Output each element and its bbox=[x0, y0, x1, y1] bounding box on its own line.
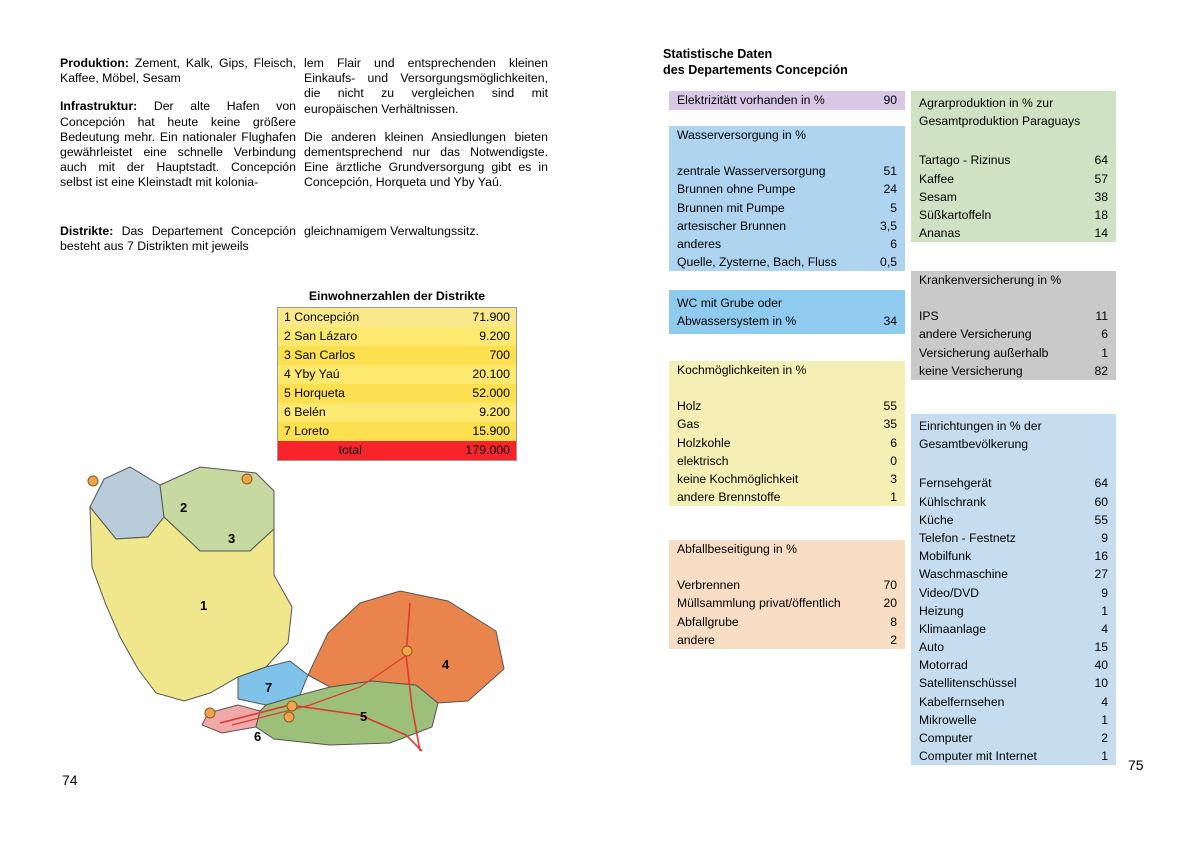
panel-header-label: WC mit Grube oder Abwassersystem in % bbox=[677, 296, 797, 329]
paragraph-flair bbox=[304, 56, 548, 117]
panel-header-value: 90 bbox=[883, 93, 897, 108]
distrikte-text-left bbox=[60, 224, 296, 254]
distrikte-text-right bbox=[304, 224, 548, 239]
data-row bbox=[911, 620, 1116, 638]
data-row bbox=[669, 452, 905, 470]
row-label: Tartago - Rizinus bbox=[919, 153, 1011, 168]
paragraph-produktion bbox=[60, 56, 296, 86]
total-label: total bbox=[278, 441, 423, 461]
district-name: 4 Yby Yaú bbox=[284, 367, 340, 381]
row-value: 40 bbox=[1094, 658, 1108, 673]
panel-rows bbox=[669, 162, 905, 271]
panel-header-label: Einrichtungen in % der Gesamtbevölkerung bbox=[919, 419, 1042, 452]
row-value: 3,5 bbox=[880, 218, 897, 233]
panel-header bbox=[669, 126, 905, 144]
row-label: artesischer Brunnen bbox=[677, 218, 787, 233]
panel-einrichtungen bbox=[911, 414, 1116, 765]
panel-header bbox=[669, 91, 905, 110]
map-svg bbox=[60, 455, 560, 765]
row-label: Brunnen mit Pumpe bbox=[677, 200, 785, 215]
panel-header bbox=[911, 91, 1116, 133]
data-row bbox=[669, 594, 905, 612]
row-label: IPS bbox=[919, 309, 939, 324]
row-label: Brunnen ohne Pumpe bbox=[677, 182, 796, 197]
district-name: 3 San Carlos bbox=[284, 348, 356, 362]
row-label: Video/DVD bbox=[919, 585, 980, 600]
row-value: 16 bbox=[1094, 549, 1108, 564]
data-row bbox=[911, 307, 1116, 325]
row-label: Fernsehgerät bbox=[919, 476, 992, 491]
department-map bbox=[60, 455, 560, 765]
data-row bbox=[911, 511, 1116, 529]
panel-kochmoeglichkeiten bbox=[669, 361, 905, 506]
row-label: Kabelfernsehen bbox=[919, 694, 1005, 709]
row-value: 10 bbox=[1094, 676, 1108, 691]
district-population: 71.900 bbox=[472, 310, 510, 324]
table-row bbox=[278, 346, 517, 365]
data-row bbox=[669, 162, 905, 180]
panel-rows bbox=[669, 576, 905, 649]
row-label: Telefon - Festnetz bbox=[919, 530, 1016, 545]
district-name: 2 San Lázaro bbox=[284, 329, 358, 343]
district-population: 20.100 bbox=[472, 367, 510, 381]
district-population: 15.900 bbox=[472, 424, 510, 438]
row-value: 0 bbox=[890, 453, 897, 468]
data-row bbox=[669, 470, 905, 488]
data-row bbox=[669, 217, 905, 235]
row-label: Süßkartoffeln bbox=[919, 207, 992, 222]
district-population: 700 bbox=[489, 348, 510, 362]
data-row bbox=[911, 602, 1116, 620]
row-value: 9 bbox=[1101, 585, 1108, 600]
row-value: 64 bbox=[1094, 153, 1108, 168]
data-row bbox=[911, 674, 1116, 692]
row-value: 4 bbox=[1101, 621, 1108, 636]
text-column-left bbox=[60, 56, 296, 191]
distrikte-paragraph bbox=[60, 224, 548, 254]
row-label: keine Kochmöglichkeit bbox=[677, 471, 799, 486]
data-row bbox=[911, 151, 1116, 169]
row-label: zentrale Wasserversorgung bbox=[677, 164, 826, 179]
map-label-2: 2 bbox=[180, 500, 188, 515]
row-value: 55 bbox=[1094, 512, 1108, 527]
paragraph-body: Das Departement Concepción besteht aus 7 Distrikten mit jeweils bbox=[60, 224, 296, 254]
row-label: Kühlschrank bbox=[919, 494, 987, 509]
total-value: 179.000 bbox=[422, 441, 516, 461]
paragraph-lead: Produktion: bbox=[60, 56, 129, 70]
district-name: 7 Loreto bbox=[284, 424, 330, 438]
panel-spacer bbox=[911, 289, 1116, 307]
table-row bbox=[278, 422, 517, 441]
row-label: anderes bbox=[677, 236, 722, 251]
row-value: 4 bbox=[1101, 694, 1108, 709]
row-value: 35 bbox=[883, 417, 897, 432]
district-name: 1 Concepción bbox=[284, 310, 360, 324]
data-row bbox=[911, 547, 1116, 565]
row-label: keine Versicherung bbox=[919, 363, 1023, 378]
row-value: 1 bbox=[1101, 712, 1108, 727]
row-label: andere Versicherung bbox=[919, 327, 1032, 342]
panel-header bbox=[669, 290, 905, 334]
map-town-marker bbox=[88, 476, 98, 486]
row-value: 6 bbox=[890, 435, 897, 450]
district-population: 9.200 bbox=[479, 329, 510, 343]
row-value: 11 bbox=[1095, 309, 1108, 324]
panel-header-label: Krankenversicherung in % bbox=[919, 273, 1062, 287]
row-label: andere Brennstoffe bbox=[677, 490, 781, 505]
einwohner-table-block bbox=[277, 289, 517, 461]
row-label: Ananas bbox=[919, 226, 961, 241]
data-row bbox=[911, 325, 1116, 343]
row-value: 57 bbox=[1094, 171, 1108, 186]
data-row bbox=[911, 584, 1116, 602]
map-label-1: 1 bbox=[200, 598, 208, 613]
panel-header bbox=[911, 271, 1116, 289]
map-town-marker bbox=[287, 701, 297, 711]
map-town-marker bbox=[205, 708, 215, 718]
data-row bbox=[669, 235, 905, 253]
row-label: Klimaanlage bbox=[919, 621, 987, 636]
row-label: Waschmaschine bbox=[919, 567, 1008, 582]
map-label-7: 7 bbox=[265, 680, 273, 695]
paragraph-body: Zement, Kalk, Gips, Fleisch, Kaffee, Möbel, Sesam bbox=[60, 56, 296, 86]
panel-header-label: Kochmöglichkeiten in % bbox=[677, 363, 807, 377]
table-row bbox=[278, 327, 517, 346]
row-value: 55 bbox=[883, 399, 897, 414]
data-row bbox=[911, 693, 1116, 711]
panel-header-label: Abfallbeseitigung in % bbox=[677, 542, 797, 556]
map-label-4: 4 bbox=[442, 657, 450, 672]
paragraph-body: lem Flair und entsprechenden kleinen Einkaufs- und Versorgungsmöglichkeiten, die nicht zu vergleichen sind mit europäischen Verhältnissen. bbox=[304, 56, 548, 116]
row-label: Heizung bbox=[919, 603, 964, 618]
data-row bbox=[669, 613, 905, 631]
row-label: Verbrennen bbox=[677, 578, 741, 593]
data-row bbox=[911, 474, 1116, 492]
row-value: 27 bbox=[1094, 567, 1108, 582]
data-row bbox=[669, 488, 905, 506]
row-value: 0,5 bbox=[880, 255, 897, 270]
row-label: Computer bbox=[919, 731, 973, 746]
panel-spacer bbox=[669, 144, 905, 162]
row-label: Kaffee bbox=[919, 171, 955, 186]
panel-abfallbeseitigung bbox=[669, 540, 905, 649]
data-row bbox=[911, 188, 1116, 206]
row-value: 64 bbox=[1094, 476, 1108, 491]
panel-header-label: Wasserversorgung in % bbox=[677, 128, 806, 142]
data-row bbox=[669, 631, 905, 649]
data-row bbox=[911, 638, 1116, 656]
panel-header-label: Elektrizitätt vorhanden in % bbox=[677, 93, 825, 108]
paragraph-body: Die anderen kleinen Ansiedlungen bieten dementsprechend nur das Notwendigste. Eine ärztliche Grundversorgung gibt es in Concepción, Horqueta und Yby Yaú. bbox=[304, 129, 548, 190]
data-row bbox=[911, 206, 1116, 224]
data-row bbox=[911, 565, 1116, 583]
district-population: 52.000 bbox=[472, 386, 510, 400]
data-row bbox=[669, 397, 905, 415]
table-row bbox=[278, 403, 517, 422]
map-label-3: 3 bbox=[228, 531, 236, 546]
data-row bbox=[911, 711, 1116, 729]
einwohner-table bbox=[277, 307, 517, 461]
data-row bbox=[669, 180, 905, 198]
map-town-marker bbox=[284, 712, 294, 722]
row-label: Sesam bbox=[919, 189, 957, 204]
district-name: 5 Horqueta bbox=[284, 386, 345, 400]
panel-rows bbox=[911, 307, 1116, 380]
row-value: 2 bbox=[1101, 731, 1108, 746]
panel-rows bbox=[911, 474, 1116, 765]
row-value: 82 bbox=[1094, 363, 1108, 378]
table-row bbox=[278, 384, 517, 403]
row-label: Auto bbox=[919, 640, 945, 655]
data-row bbox=[669, 253, 905, 271]
data-row bbox=[911, 529, 1116, 547]
panel-elektrizitaet bbox=[669, 91, 905, 110]
row-value: 15 bbox=[1094, 640, 1108, 655]
data-row bbox=[911, 729, 1116, 747]
data-row bbox=[911, 170, 1116, 188]
statistics-title bbox=[663, 46, 848, 78]
row-value: 1 bbox=[1101, 603, 1108, 618]
data-row bbox=[669, 415, 905, 433]
row-label: Müllsammlung privat/öffentlich bbox=[677, 596, 841, 611]
row-value: 6 bbox=[890, 236, 897, 251]
row-value: 1 bbox=[890, 490, 897, 505]
row-label: Abfallgrube bbox=[677, 614, 739, 629]
panel-spacer bbox=[669, 379, 905, 397]
panel-krankenversicherung bbox=[911, 271, 1116, 380]
panel-spacer bbox=[669, 558, 905, 576]
statistics-title-line1: Statistische Daten bbox=[663, 47, 773, 61]
row-value: 38 bbox=[1094, 189, 1108, 204]
row-value: 14 bbox=[1094, 226, 1108, 241]
map-label-6: 6 bbox=[254, 729, 262, 744]
page-number-left: 74 bbox=[62, 772, 78, 788]
row-value: 18 bbox=[1094, 207, 1108, 222]
row-label: Computer mit Internet bbox=[919, 749, 1037, 764]
map-town-marker bbox=[402, 646, 412, 656]
data-row bbox=[669, 199, 905, 217]
panel-rows bbox=[911, 151, 1116, 242]
row-label: Holz bbox=[677, 399, 702, 414]
row-value: 1 bbox=[1101, 345, 1108, 360]
table-row bbox=[278, 365, 517, 384]
row-label: Motorrad bbox=[919, 658, 968, 673]
paragraph-infrastruktur bbox=[60, 99, 296, 190]
panel-header-label: Agrarproduktion in % zur Gesamtproduktion Paraguays bbox=[919, 96, 1081, 129]
paragraph-lead: Distrikte: bbox=[60, 224, 114, 238]
text-column-right bbox=[304, 56, 548, 191]
district-name: 6 Belén bbox=[284, 405, 326, 419]
panel-spacer bbox=[911, 456, 1116, 474]
statistics-title-line2: des Departements Concepción bbox=[663, 63, 848, 77]
paragraph-body: Der alte Hafen von Concepción hat heute keine größere Bedeutung mehr. Ein nationaler Flughafen gewährleistet eine schnelle Verbindung auch mit der Hauptstadt. Concepción selbst ist eine Kleinstadt mit koloniа- bbox=[60, 99, 296, 190]
row-label: andere bbox=[677, 632, 715, 647]
panel-wasserversorgung bbox=[669, 126, 905, 271]
row-label: Küche bbox=[919, 512, 954, 527]
district-population: 9.200 bbox=[479, 405, 510, 419]
row-label: Mobilfunk bbox=[919, 549, 972, 564]
row-value: 3 bbox=[890, 471, 897, 486]
row-value: 70 bbox=[883, 578, 897, 593]
row-value: 20 bbox=[883, 596, 897, 611]
data-row bbox=[911, 362, 1116, 380]
row-value: 60 bbox=[1094, 494, 1108, 509]
panel-header bbox=[669, 361, 905, 379]
panel-rows bbox=[669, 397, 905, 506]
data-row bbox=[911, 344, 1116, 362]
panel-agrarproduktion bbox=[911, 91, 1116, 242]
paragraph-ansiedlungen bbox=[304, 130, 548, 191]
row-value: 2 bbox=[890, 632, 897, 647]
row-label: Versicherung außerhalb bbox=[919, 345, 1049, 360]
row-label: Quelle, Zysterne, Bach, Fluss bbox=[677, 255, 837, 270]
paragraph-lead: Infrastruktur: bbox=[60, 99, 138, 114]
einwohner-table-title: Einwohnerzahlen der Distrikte bbox=[308, 289, 486, 303]
page-number-right: 75 bbox=[1128, 757, 1144, 773]
row-label: elektrisch bbox=[677, 453, 729, 468]
data-row bbox=[911, 747, 1116, 765]
row-value: 9 bbox=[1101, 530, 1108, 545]
row-value: 5 bbox=[890, 200, 897, 215]
panel-header bbox=[669, 540, 905, 558]
row-value: 8 bbox=[890, 614, 897, 629]
paragraph-body: gleichnamigem Verwaltungssitz. bbox=[304, 224, 479, 238]
row-label: Satellitenschüssel bbox=[919, 676, 1017, 691]
panel-wc bbox=[669, 290, 905, 334]
data-row bbox=[669, 576, 905, 594]
data-row bbox=[911, 493, 1116, 511]
map-label-5: 5 bbox=[360, 709, 368, 724]
row-label: Mikrowelle bbox=[919, 712, 977, 727]
table-row bbox=[278, 308, 517, 328]
row-value: 6 bbox=[1101, 327, 1108, 342]
data-row bbox=[911, 656, 1116, 674]
row-label: Gas bbox=[677, 417, 700, 432]
row-label: Holzkohle bbox=[677, 435, 731, 450]
row-value: 24 bbox=[883, 182, 897, 197]
panel-header bbox=[911, 414, 1116, 456]
data-row bbox=[669, 434, 905, 452]
panel-header-value: 34 bbox=[883, 314, 897, 329]
row-value: 51 bbox=[883, 164, 897, 179]
map-town-marker bbox=[242, 474, 252, 484]
panel-spacer bbox=[911, 133, 1116, 151]
row-value: 1 bbox=[1101, 749, 1108, 764]
data-row bbox=[911, 224, 1116, 242]
